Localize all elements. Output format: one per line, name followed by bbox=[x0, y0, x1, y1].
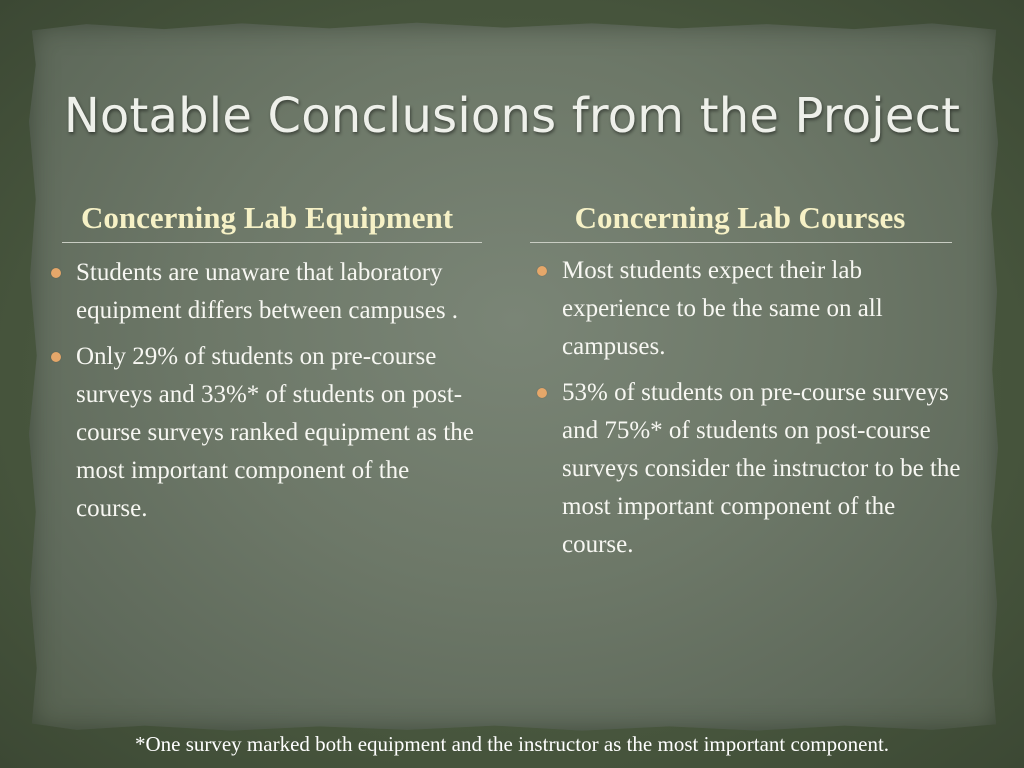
bullet-text: Most students expect their lab experience to be the same on all campuses. bbox=[562, 257, 883, 360]
list-item bbox=[534, 374, 964, 564]
bullet-text: Only 29% of students on pre-course surveys and 33%* of students on post-course surveys ranked equipment as the most important component of the course. bbox=[76, 343, 474, 522]
bullet-text: Students are unaware that laboratory equipment differs between campuses . bbox=[76, 259, 459, 324]
column-heading-courses: Concerning Lab Courses bbox=[574, 200, 906, 235]
column-heading-equipment: Concerning Lab Equipment bbox=[80, 200, 454, 235]
list-item bbox=[48, 254, 478, 330]
slide-title: Notable Conclusions from the Project bbox=[63, 88, 961, 144]
bullet-icon bbox=[537, 266, 547, 276]
list-item bbox=[534, 252, 964, 366]
footnote: *One survey marked both equipment and the instructor as the most important component. bbox=[134, 732, 890, 756]
bullet-text: 53% of students on pre-course surveys and 75%* of students on post-course surveys consider the instructor to be the most important component of the course. bbox=[562, 379, 961, 558]
bullet-icon bbox=[537, 388, 547, 398]
heading-divider bbox=[62, 242, 482, 243]
courses-bullet-list bbox=[534, 252, 964, 572]
bullet-icon bbox=[51, 268, 61, 278]
equipment-bullet-list bbox=[48, 254, 478, 536]
bullet-icon bbox=[51, 352, 61, 362]
heading-divider bbox=[530, 242, 952, 243]
list-item bbox=[48, 338, 478, 528]
